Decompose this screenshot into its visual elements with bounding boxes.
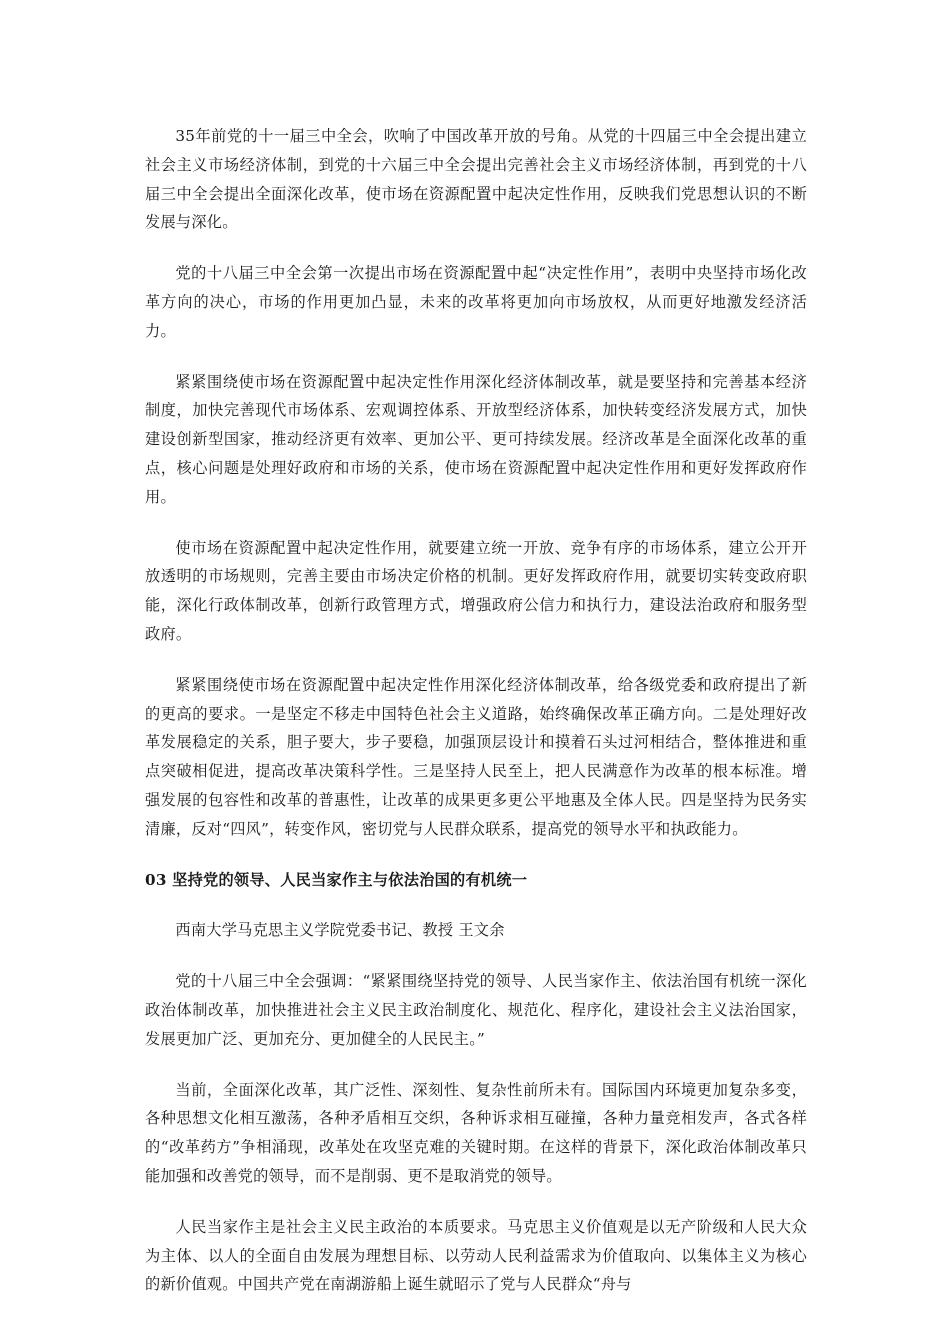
paragraph-new-requirements: 紧紧围绕使市场在资源配置中起决定性作用深化经济体制改革，给各级党委和政府提出了新的更高的要求。一是坚定不移走中国特色社会主义道路，始终确保改革正确方向。二是处理好改革发展稳定的关系，胆子要大，步子要稳，加强顶层设计和摸着石头过河相结合，整体推进和重点突破相促进，提高改革决策科学性。三是坚持人民至上，把人民满意作为改革的根本标准。增强发展的包容性和改革的普惠性，让改革的成果更多更公平地惠及全体人民。四是坚持为民务实清廉，反对“四风”，转变作风，密切党与人民群众联系，提高党的领导水平和执政能力。 xyxy=(145,675,807,838)
paragraph-current-situation: 当前，全面深化改革，其广泛性、深刻性、复杂性前所未有。国际国内环境更加复杂多变，各种思想文化相互激荡，各种矛盾相互交织，各种诉求相互碰撞，各种力量竞相发声，各式各样的“改革药方”争相涌现，改革处在攻坚克难的关键时期。在这样的背景下，深化政治体制改革只能加强和改善党的领导，而不是削弱、更不是取消党的领导。 xyxy=(145,1080,807,1185)
paragraph-economic-system: 紧紧围绕使市场在资源配置中起决定性作用深化经济体制改革，就是要坚持和完善基本经济制度，加快完善现代市场体系、宏观调控体系、开放型经济体系，加快转变经济发展方式，加快建设创新型国家，推动经济更有效率、更加公平、更可持续发展。经济改革是全面深化改革的重点，核心问题是处理好政府和市场的关系，使市场在资源配置中起决定性作用和更好发挥政府作用。 xyxy=(145,372,807,506)
paragraph-market-system: 使市场在资源配置中起决定性作用，就要建立统一开放、竞争有序的市场体系，建立公开开放透明的市场规则，完善主要由市场决定价格的机制。更好发挥政府作用，就要切实转变政府职能，深化行政体制改革，创新行政管理方式，增强政府公信力和执行力，建设法治政府和服务型政府。 xyxy=(145,538,807,643)
paragraph-decisive-role: 党的十八届三中全会第一次提出市场在资源配置中起“决定性作用”，表明中央坚持市场化改革方向的决心，市场的作用更加凸显，未来的改革将更加向市场放权，从而更好地激发经济活力。 xyxy=(145,264,807,340)
paragraph-people-masters: 人民当家作主是社会主义民主政治的本质要求。马克思主义价值观是以无产阶级和人民大众为主体、以人的全面自由发展为理想目标、以劳动人民利益需求为价值取向、以集体主义为核心的新价值观。中国共产党在南湖游船上诞生就昭示了党与人民群众“舟与 xyxy=(145,1217,807,1294)
section-heading: 03 坚持党的领导、人民当家作主与依法治国的有机统一 xyxy=(145,870,528,889)
document-page xyxy=(145,122,807,1321)
paragraph-plenum-emphasis: 党的十八届三中全会强调：“紧紧围绕坚持党的领导、人民当家作主、依法治国有机统一深化政治体制改革，加快推进社会主义民主政治制度化、规范化、程序化，建设社会主义法治国家，发展更加广泛、更加充分、更加健全的人民民主。” xyxy=(145,972,807,1048)
author-byline: 西南大学马克思主义学院党委书记、教授 王文余 xyxy=(175,921,505,940)
paragraph-reform-history: 35年前党的十一届三中全会，吹响了中国改革开放的号角。从党的十四届三中全会提出建立社会主义市场经济体制，到党的十六届三中全会提出完善社会主义市场经济体制，再到党的十八届三中全会提出全面深化改革，使市场在资源配置中起决定性作用，反映我们党思想认识的不断发展与深化。 xyxy=(145,127,807,232)
